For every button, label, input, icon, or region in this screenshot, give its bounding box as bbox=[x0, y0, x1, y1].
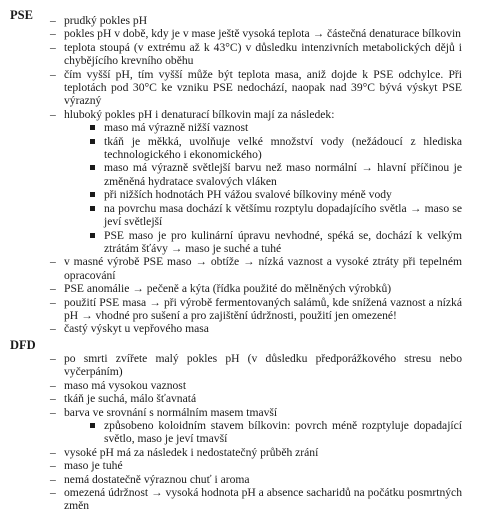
list-item-text: hluboký pokles pH i denaturací bílkovin mají za následek: bbox=[64, 107, 335, 121]
list-item: – maso je tuhé bbox=[50, 459, 462, 472]
list-item bbox=[50, 406, 462, 446]
list-item: – vysoké pH má za následek i nedostatečný průběh zrání bbox=[50, 446, 462, 459]
sublist-item: tkáň je měkká, uvolňuje velké množství vody (nežádoucí z hlediska technologického i ekonomického) bbox=[88, 135, 462, 162]
sublist-item: PSE maso je pro kulinární úpravu nevhodné, spéká se, dochází k velkým ztrátám šťávy → maso je suché a tuhé bbox=[88, 229, 462, 256]
list-item: – omezená údržnost → vysoká hodnota pH a absence sacharidů na počátku posmrtných změn bbox=[50, 486, 462, 513]
list-item bbox=[50, 108, 462, 255]
sublist-item: při nižších hodnotách PH vážou svalové bílkoviny méně vody bbox=[88, 188, 462, 201]
sublist-item: maso má výrazně světlejší barvu než maso normální → hlavní příčinou je změněná hydratace svalových vláken bbox=[88, 161, 462, 188]
sublist-item: způsobeno koloidním stavem bílkovin: povrch méně rozptyluje dopadající světlo, maso je jeví tmavší bbox=[88, 419, 462, 446]
list-item: – prudký pokles pH bbox=[50, 14, 462, 27]
list-item: – po smrti zvířete malý pokles pH (v důsledku předporážkového stresu nebo vyčerpáním) bbox=[50, 352, 462, 379]
list-item: – tkáň je suchá, málo šťavnatá bbox=[50, 392, 462, 405]
section-heading-dfd: DFD bbox=[10, 338, 36, 352]
list-item: – nemá dostatečně výraznou chuť i aroma bbox=[50, 473, 462, 486]
sublist-item: na povrchu masa dochází k většímu rozptylu dopadajícího světla → maso se jeví světlejší bbox=[88, 202, 462, 229]
list-item: – v masné výrobě PSE maso → obtíže → nízká vaznost a vysoké ztráty při tepelném opracování bbox=[50, 255, 462, 282]
list-item: – častý výskyt u vepřového masa bbox=[50, 322, 462, 335]
sublist-item: maso má výrazně nižší vaznost bbox=[88, 121, 462, 134]
pse-list bbox=[50, 14, 462, 336]
list-item-text: barva ve srovnání s normálním masem tmavší bbox=[64, 405, 278, 419]
list-item: – pokles pH v době, kdy je v mase ještě vysoká teplota → částečná denaturace bílkovin bbox=[50, 27, 462, 40]
list-item: – čím vyšší pH, tím vyšší může být teplota masa, aniž dojde k PSE odchylce. Při teplotách pod 30°C ke vzniku PSE nedochází, naopak nad 39°C bývá výskyt PSE výrazný bbox=[50, 68, 462, 108]
dfd-sublist bbox=[88, 419, 462, 446]
list-item: – použití PSE masa → při výrobě fermentovaných salámů, kde snížená vaznost a nízká pH → vhodné pro sušení a pro zajištění údržnosti, použití jen omezené! bbox=[50, 296, 462, 323]
list-item: – teplota stoupá (v extrému až k 43°C) v důsledku intenzivních metabolických dějů i chybějícího krevního oběhu bbox=[50, 41, 462, 68]
list-item: – maso má vysokou vaznost bbox=[50, 379, 462, 392]
section-heading-pse: PSE bbox=[10, 8, 33, 22]
dfd-list bbox=[50, 352, 462, 513]
pse-sublist bbox=[88, 121, 462, 255]
list-item: – PSE anomálie → pečeně a kýta (řídka použité do mělněných výrobků) bbox=[50, 282, 462, 295]
